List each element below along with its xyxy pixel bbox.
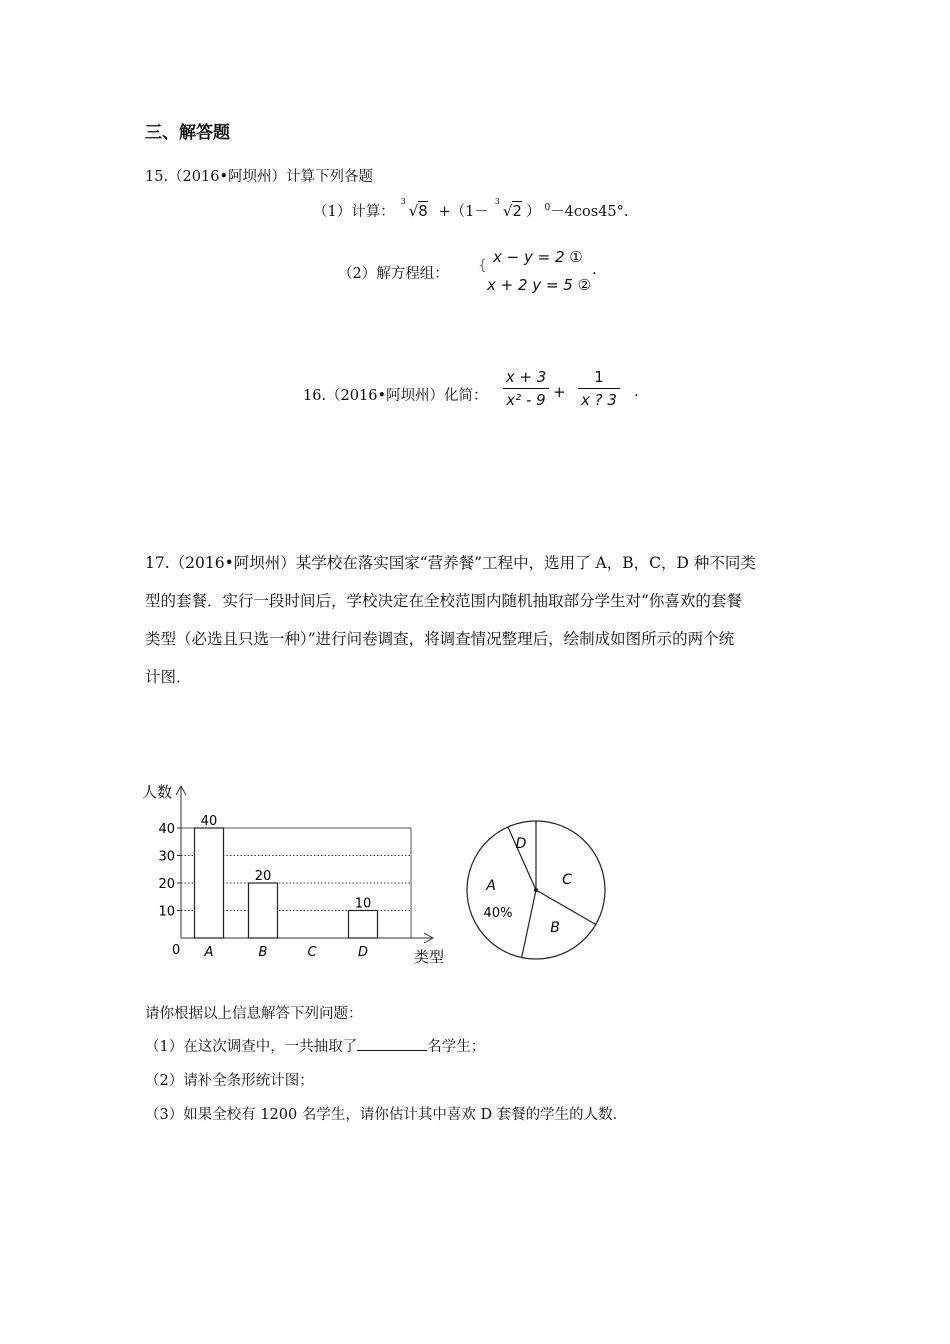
cube-root-2: 3 √2: [494, 197, 522, 220]
x-category-label: C: [307, 945, 317, 960]
fraction-2-numerator: 1: [594, 368, 604, 386]
bar-a: [195, 828, 224, 938]
brace-icon: {: [478, 258, 487, 274]
y-axis-label: 人数: [142, 783, 173, 801]
bar-value-label: 40: [200, 814, 218, 829]
q17-line-2: 型的套餐．实行一段时间后，学校决定在全校范围内随机抽取部分学生对“你喜欢的套餐: [145, 592, 742, 610]
bar-b: [249, 883, 278, 938]
answer-blank[interactable]: [357, 1036, 427, 1051]
origin-label: 0: [172, 943, 181, 958]
q15-part1-mid: +（1－: [438, 204, 489, 220]
y-tick-label: 40: [158, 822, 175, 837]
q15-part2-label: （2）解方程组：: [338, 266, 449, 282]
fraction-2-denominator: x ? 3: [578, 388, 620, 409]
q16-stem: 16.（2016•阿坝州）化简：: [303, 388, 488, 404]
pie-slice-label-b: B: [550, 920, 560, 936]
y-tick-label: 30: [158, 849, 175, 865]
pie-slice-label-c: C: [562, 872, 572, 888]
pie-slice-percent: 40%: [483, 906, 513, 921]
q17-sub-1: [145, 1035, 485, 1056]
x-category-label: B: [258, 945, 268, 960]
exponent: 0: [544, 203, 551, 214]
pie-slice-label-d: D: [515, 836, 527, 852]
bar-value-label: 20: [254, 869, 272, 884]
q17-line-3: 类型（必选且只选一种）”进行问卷调查，将调查情况整理后，绘制成如图所示的两个统: [145, 630, 735, 648]
pie-slice-label-a: A: [486, 878, 496, 894]
q15-part1-close: ）: [525, 204, 541, 220]
cube-root-8: 3 √8: [400, 197, 428, 220]
y-tick-label: 10: [158, 904, 175, 920]
x-category-label: D: [357, 945, 369, 960]
q15-part2-end: .: [592, 262, 597, 278]
x-axis-label: 类型: [414, 948, 445, 966]
root-index: 3: [400, 197, 406, 206]
section-title: 三、解答题: [145, 123, 230, 143]
x-category-label: A: [204, 945, 214, 960]
radicand: 2: [512, 202, 522, 220]
fraction-1-denominator: x² - 9: [503, 388, 549, 409]
equation-1: x − y = 2 ①: [493, 248, 583, 266]
q15-part1-tail: －4cos45°.: [550, 204, 629, 220]
fraction-1-numerator: x + 3: [505, 368, 547, 386]
root-index: 3: [494, 197, 500, 206]
plus-sign: +: [553, 383, 566, 401]
pie-center: [534, 888, 538, 892]
bar-d: [349, 911, 378, 939]
equation-2: x + 2 y = 5 ②: [487, 276, 592, 294]
fraction-1: [503, 368, 549, 409]
q16-end: .: [634, 384, 639, 400]
fraction-2: [578, 368, 620, 409]
y-tick-label: 20: [158, 877, 175, 892]
q17-sub-1-pre: （1）在这次调查中，一共抽取了: [145, 1039, 358, 1055]
q17-line-4: 计图．: [145, 668, 192, 686]
radicand: 8: [418, 202, 428, 220]
q15-stem: 15.（2016•阿坝州）计算下列各题: [145, 169, 374, 185]
bar-chart: [140, 775, 460, 975]
bar-value-label: 10: [354, 896, 372, 912]
q17-sub-3: （3）如果全校有 1200 名学生，请你估计其中喜欢 D 套餐的学生的人数．: [145, 1107, 628, 1123]
pie-chart: [462, 818, 612, 968]
q15-part1-label: （1）计算：: [313, 204, 395, 220]
q17-intro: 请你根据以上信息解答下列问题：: [145, 1006, 363, 1022]
q17-sub-2: （2）请补全条形统计图；: [145, 1073, 314, 1089]
q17-sub-1-post: 名学生；: [427, 1039, 486, 1055]
q17-line-1: 17.（2016•阿坝州）某学校在落实国家“营养餐”工程中，选用了 A，B，C，D 种不同类: [145, 554, 756, 572]
q15-part1: [313, 197, 629, 221]
